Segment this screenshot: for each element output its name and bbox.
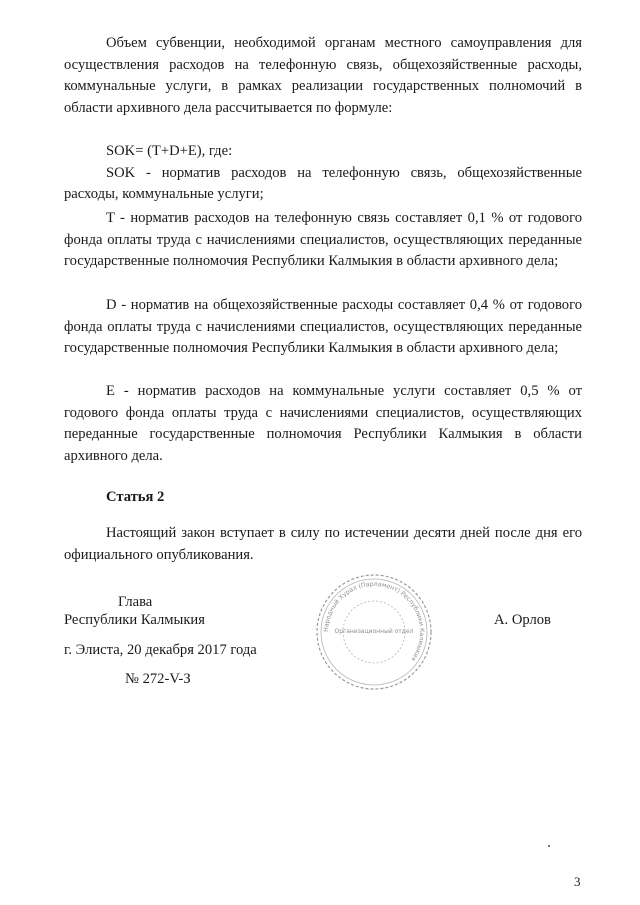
article-2-text: Настоящий закон вступает в силу по истечении десяти дней после дня его официального опубликования. (64, 525, 582, 563)
law-number: № 272-V-З (125, 671, 191, 687)
seal-inner-text: Организационный отдел (334, 628, 414, 635)
paragraph-d-definition: D - норматив на общехозяйственные расходы составляет 0,4 % от годового фонда оплаты труда с начислениями специалистов, осуществляющих переданные государственные полномочия Республики Калмыкия в области архивного дела; (64, 297, 582, 356)
paragraph-sok-definition: SOK - норматив расходов на телефонную связь, общехозяйственные расходы, коммунальные услуги; (64, 164, 582, 202)
signatory-title-line2: Республики Калмыкия (64, 612, 205, 628)
paragraph-e-definition: E - норматив расходов на коммунальные услуги составляет 0,5 % от годового фонда оплаты труда с начислениями специалистов, осуществляющих переданные государственные полномочия Республики Калмыкия в области архивного дела. (64, 383, 582, 464)
formula-line: SOK= (T+D+E), где: (106, 143, 233, 159)
paragraph-subsidy-volume: Объем субвенции, необходимой органам местного самоуправления для осуществления расходов на телефонную связь, общехозяйственные расходы, коммунальные услуги, в рамках реализации государственных полномочий в области архивного дела рассчитывается по формуле: (64, 35, 582, 116)
official-seal-icon (314, 572, 434, 692)
svg-text:Народный Хурал (Парламент) Рес: Народный Хурал (Парламент) Республики Калмыкия (322, 580, 426, 663)
paragraph-t-definition: T - норматив расходов на телефонную связь составляет 0,1 % от годового фонда оплаты труда с начислениями специалистов, осуществляющих переданные государственные полномочия Республики Калмыкия в области архивного дела; (64, 210, 582, 269)
scan-speck (548, 845, 550, 847)
article-heading: Статья 2 (106, 489, 165, 505)
signatory-title-line1: Глава (118, 594, 153, 610)
page-number: 3 (574, 874, 581, 889)
formula-block (64, 141, 582, 206)
signatory-name: А. Орлов (494, 612, 551, 628)
place-and-date: г. Элиста, 20 декабря 2017 года (64, 642, 257, 658)
